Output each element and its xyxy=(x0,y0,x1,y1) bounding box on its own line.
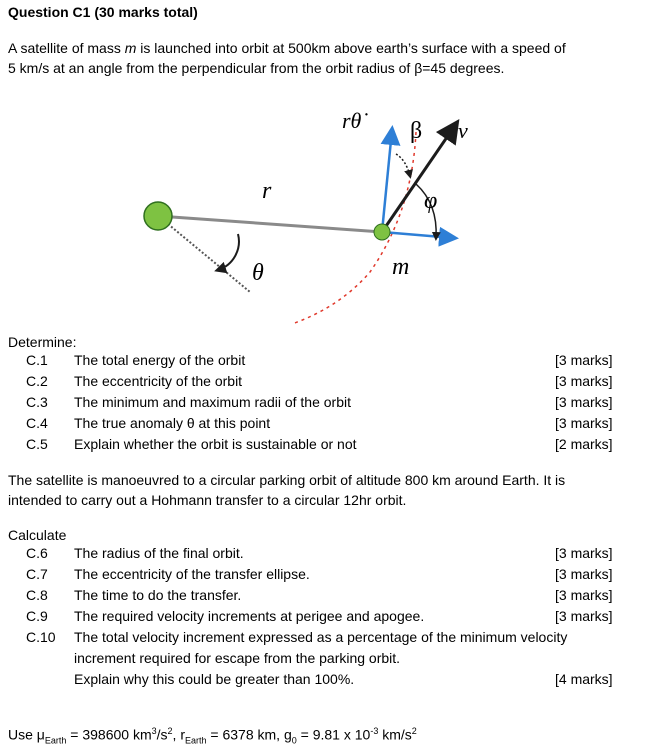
question-marks: [3 marks] xyxy=(555,587,613,603)
question-text: The total energy of the orbit xyxy=(74,352,246,368)
satellite-icon xyxy=(374,224,390,240)
question-text: increment required for escape from the parking orbit. xyxy=(74,650,401,666)
beta-label: β xyxy=(410,118,423,144)
question-text: Explain whether the orbit is sustainable or not xyxy=(74,436,357,452)
g-unit: km/s xyxy=(378,726,412,743)
question-number: C.10 xyxy=(26,629,56,645)
mu-subscript: Earth xyxy=(44,735,67,746)
orbit-diagram xyxy=(120,92,485,332)
mu-exponent: 3 xyxy=(151,726,157,736)
radial-axis-arrow xyxy=(382,232,454,238)
question-row xyxy=(0,415,651,436)
question-row xyxy=(0,373,651,394)
question-text: The eccentricity of the orbit xyxy=(74,373,243,389)
question-text: The radius of the final orbit. xyxy=(74,545,244,561)
question-marks: [3 marks] xyxy=(555,415,613,431)
orbit-diagram-svg xyxy=(120,92,485,332)
question-number: C.5 xyxy=(26,436,48,452)
question-row xyxy=(0,629,651,650)
constants-use: Use xyxy=(8,726,37,743)
question-marks: [4 marks] xyxy=(555,671,613,687)
question-marks: [3 marks] xyxy=(555,373,613,389)
question-row xyxy=(0,394,651,415)
intro-line-2: 5 km/s at an angle from the perpendicular from the orbit radius of β=45 degrees. xyxy=(8,60,505,76)
question-number: C.9 xyxy=(26,608,48,624)
question-text: Explain why this could be greater than 100%. xyxy=(74,671,355,687)
question-marks: [3 marks] xyxy=(555,352,613,368)
question-row xyxy=(0,566,651,587)
mu-time-exponent: 2 xyxy=(167,726,173,736)
question-text: The time to do the transfer. xyxy=(74,587,242,603)
question-row xyxy=(0,545,651,566)
g-value: = 9.81 x 10 xyxy=(296,726,371,743)
question-marks: [3 marks] xyxy=(555,394,613,410)
transverse-axis-arrow xyxy=(382,130,392,232)
question-text: The true anomaly θ at this point xyxy=(74,415,271,431)
question-number: C.2 xyxy=(26,373,48,389)
transfer-line-2: intended to carry out a Hohmann transfer to a circular 12hr orbit. xyxy=(8,492,407,508)
question-number: C.7 xyxy=(26,566,48,582)
question-row-continued xyxy=(0,650,651,671)
radius-line xyxy=(158,216,382,232)
g-unit-exponent: 2 xyxy=(411,726,417,736)
question-marks: [3 marks] xyxy=(555,545,613,561)
mu-per-s: /s xyxy=(156,726,168,743)
v-label: v⃗ xyxy=(458,118,485,143)
question-number: C.1 xyxy=(26,352,48,368)
r-symbol: , r xyxy=(172,726,185,743)
question-number: C.3 xyxy=(26,394,48,410)
m-label: m xyxy=(392,254,410,280)
g-exponent: -3 xyxy=(370,726,379,736)
constants-line xyxy=(8,726,417,745)
transfer-line-1: The satellite is manoeuvred to a circular parking orbit of altitude 800 km around Earth. It is xyxy=(8,472,566,488)
question-row xyxy=(0,587,651,608)
question-text: The eccentricity of the transfer ellipse. xyxy=(74,566,310,582)
theta-label: θ xyxy=(252,260,264,286)
question-row-continued xyxy=(0,671,651,692)
question-title: Question C1 (30 marks total) xyxy=(8,4,198,20)
mu-value: = 398600 km xyxy=(66,726,152,743)
phi-label: φ xyxy=(424,188,438,214)
question-number: C.6 xyxy=(26,545,48,561)
question-row xyxy=(0,352,651,373)
g-symbol: g xyxy=(283,726,292,743)
planet-icon xyxy=(144,202,172,230)
intro-text-b: is launched into orbit at 500km above earth’s surface with a speed of xyxy=(136,40,566,56)
r-label: r⃗ xyxy=(262,178,291,204)
beta-arc xyxy=(396,154,410,176)
question-marks: [2 marks] xyxy=(555,436,613,452)
theta-arc xyxy=(218,234,239,270)
question-marks: [3 marks] xyxy=(555,608,613,624)
question-text: The minimum and maximum radii of the orbit xyxy=(74,394,351,410)
mass-symbol: m xyxy=(124,40,137,56)
g-subscript: 0 xyxy=(291,735,297,746)
r-theta-dot-label: rθ̇ xyxy=(342,108,362,133)
calculate-heading: Calculate xyxy=(8,527,67,543)
question-number: C.4 xyxy=(26,415,48,431)
question-number: C.8 xyxy=(26,587,48,603)
mu-symbol: μ xyxy=(36,726,45,743)
r-value: = 6378 km, xyxy=(206,726,284,743)
question-row xyxy=(0,436,651,457)
question-text: The total velocity increment expressed as a percentage of the minimum velocity xyxy=(74,629,568,645)
question-row xyxy=(0,608,651,629)
r-subscript: Earth xyxy=(185,735,207,746)
determine-heading: Determine: xyxy=(8,334,77,350)
question-text: The required velocity increments at perigee and apogee. xyxy=(74,608,425,624)
question-marks: [3 marks] xyxy=(555,566,613,582)
intro-text-a: A satellite of mass xyxy=(8,40,125,56)
intro-line-1 xyxy=(8,38,566,58)
